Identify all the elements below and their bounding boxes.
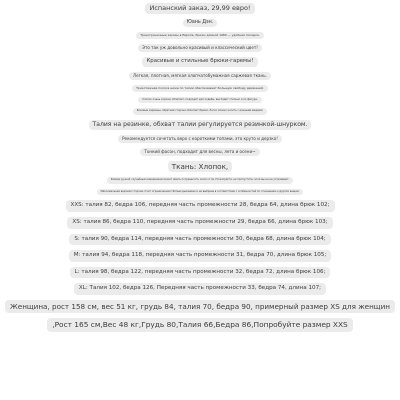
size-row-l: L: талия 98, бедра 122, передняя часть промежности 32, бедра 72, длина брюк 106; xyxy=(70,267,331,279)
season-note: Тонкий фасон, подходит для весны, лета и осени~ xyxy=(140,148,259,156)
model-line-2: ,Рост 165 см,Вес 48 кг,Грудь 80,Талия 66,Бедра 86,Попробуйте размер XXS xyxy=(47,318,352,331)
color-note: Это так уж довольно красивый и классический цвет! xyxy=(138,44,262,52)
model-line-1: Женщина, рост 158 см, вес 51 кг, грудь 84, талия 70, бедра 90, примерный размер XS для женщин xyxy=(5,300,395,313)
fit-disclaimer: Максимальная верхняя сторона стоит ограниченная тёплым дыханием и не выбрана в соответствии с особенностей по отношению к другим вещам. xyxy=(97,189,304,196)
size-row-s: S: талия 90, бедра 114, передняя часть промежности 30, бедра 68, длина брюк 104; xyxy=(69,234,330,246)
order-price-line: Испанский заказ, 29,99 евро! xyxy=(145,3,254,14)
fit-note: Хлопок очень хорошо облегает, подходит для ходьбы, выглядит стильно и по фигуре. xyxy=(138,97,261,104)
author-line: Юань Дэн. xyxy=(183,19,218,28)
styling-tip: Рекомендуется сочетать верх с короткими топами, это круто и дерзко! xyxy=(118,135,282,143)
waist-headline: Талия на резинке, обхват талии регулируется резинкой-шнурком. xyxy=(89,120,312,130)
style-headline: Красивые и стильные брюки-гаремы! xyxy=(142,57,257,66)
shipping-note: Трансграничные заказы в Европе, брюки длиной 1980 — удобная посадка. xyxy=(136,32,263,39)
pocket-note: Боковые карманы, обратная сторона облегает брюки, Легко можно носить с разными вещами. xyxy=(133,108,267,115)
size-row-xxs: XXS: талия 82, бедра 106, передняя часть промежности 28, бедра 64, длина брюк 102; xyxy=(66,200,335,212)
size-row-m: M: талия 94, бедра 118, передняя часть промежности 31, бедра 70, длина брюк 105; xyxy=(69,250,332,262)
description-lines xyxy=(0,3,400,337)
waistband-note: Трикотажная полоса ниже по талии обеспечивает большую свободу движений. xyxy=(132,85,268,92)
material-headline: Ткань: Хлопок, xyxy=(168,161,232,172)
size-row-xs: XS: талия 86, бедра 110, передняя часть промежности 29, бедра 66, длина брюк 103; xyxy=(67,217,332,229)
measurement-disclaimer: Размер ручной случайным измерением может иметь погрешность около 2 см. Пожалуйста, не пропустите, если вы не на устраивает. xyxy=(107,177,293,184)
size-row-xl: XL: Талия 102, бедра 126, Передняя часть промежности 33, бедра 74, длина 107; xyxy=(74,283,326,295)
fabric-note: Легкая, плотная, мягкая хлопчатобумажная саржевая ткань. xyxy=(129,72,271,80)
